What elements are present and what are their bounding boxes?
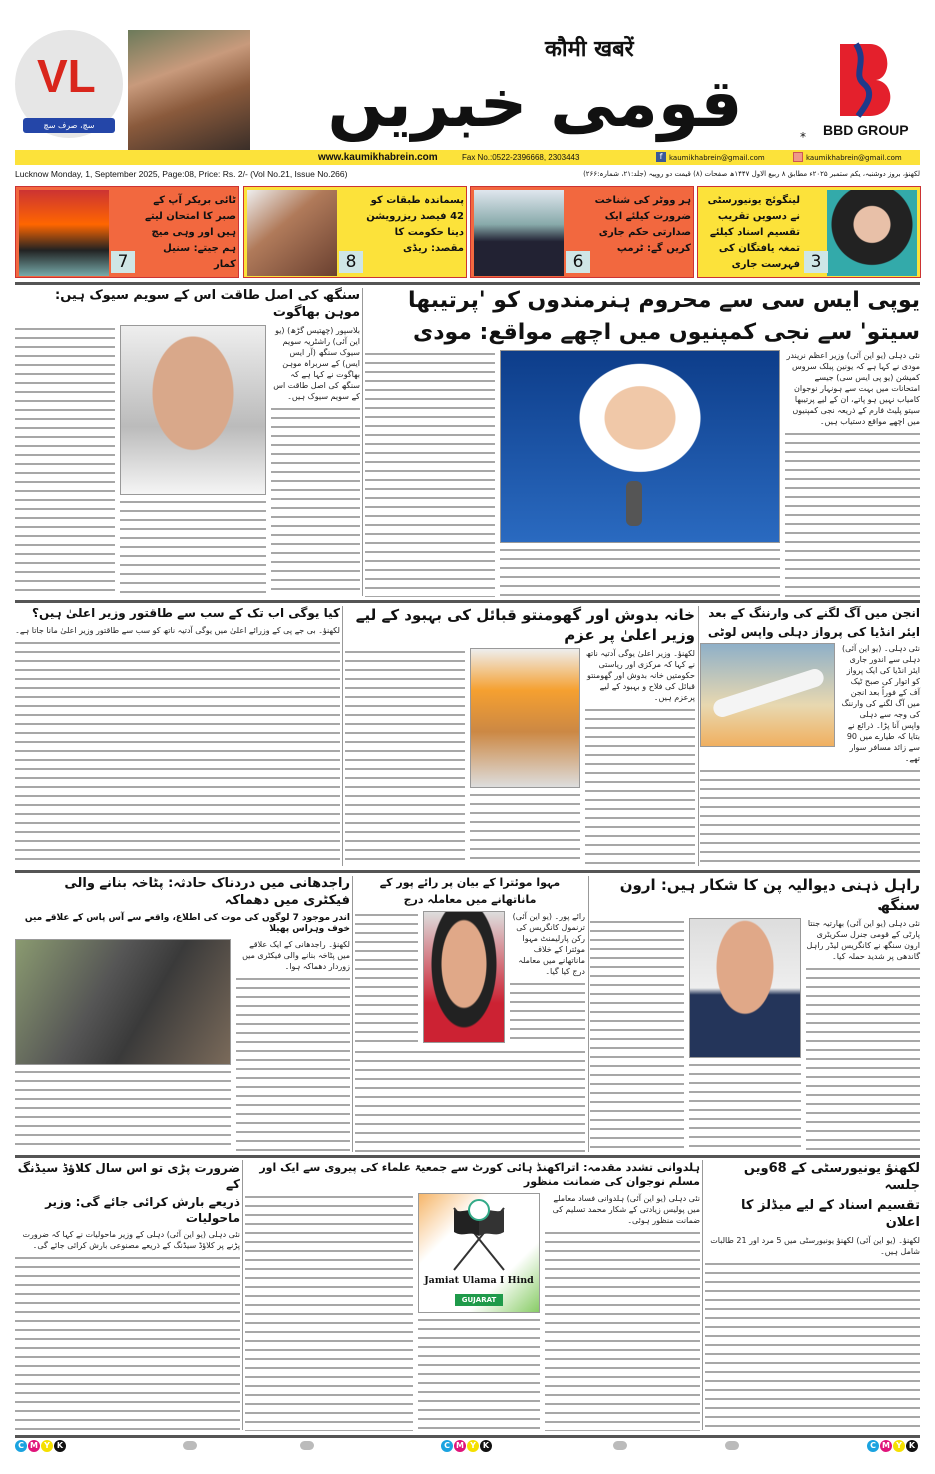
lu-lead: لکھنؤ۔ (یو این آئی) لکھنؤ یونیورسٹی میں 5 مرد اور 21 طالبات شامل ہیں۔ (710, 1235, 920, 1256)
rss-lead: بلاسپور (چھتیس گڑھ) (یو این آئی) راشٹریہ سویم سیوک سنگھ (آر ایس ایس) کے سربراہ موہن بھاگوت نے کہا ہے کہ سنگھ کی اصل طاقت اس کے سویم سیوک ہیں۔ (273, 325, 360, 401)
air-india-lead: نئی دہلی۔ (یو این آئی) دہلی سے اندور جاری ایئر انڈیا کی ایک پرواز کو اتوار کی صبح ٹیک آف کے فوراً بعد انجن میں آگ لگنے کی وارننگ کی وجہ سے دہلی واپس آنا پڑا۔ ذرائع نے بتایا کہ طیارے میں 90 سے زائد مسافر سوار تھے۔ (841, 644, 920, 764)
haldwani-story (245, 1161, 700, 1431)
plane-icon (711, 667, 826, 720)
teaser-text: لینگوئج یونیورسٹی نے دسویں تقریب تقسیم اسناد کیلئے تمغہ یافتگان کی فہرست جاری (707, 195, 800, 270)
left-logo (15, 30, 123, 138)
cmyk-mark: C M Y K (15, 1440, 66, 1452)
rss-story (15, 288, 360, 596)
masthead-hindi-title: कौमी खबरें (545, 37, 634, 62)
nomadic-body-text (470, 791, 580, 866)
main-body-text (785, 430, 920, 597)
yogi-headline: کیا یوگی اب تک کے سب سے طاقتور وزیر اعلیٰ ہیں؟ (32, 606, 340, 620)
nomadic-body-text (585, 706, 695, 866)
main-story (365, 287, 920, 597)
rahul-body-text (689, 1061, 801, 1152)
teaser-page-number: 8 (339, 251, 363, 273)
factory-blast-photo (15, 939, 231, 1065)
mahua-headline-2: ماناتھانے میں معاملہ درج (403, 893, 537, 907)
microphone-icon (626, 481, 642, 526)
divider (15, 282, 920, 285)
rahul-headline: راہل ذہنی دیوالیہ پن کا شکار ہیں: ارون سنگھ (619, 876, 920, 914)
rss-body-text (15, 325, 115, 596)
factory-subhead: اندر موجود 7 لوگوں کی موت کی اطلاع، واقعے سے آس پاس کے علاقے میں خوف وہراس پھیلا (24, 912, 350, 935)
haldwani-lead: نئی دہلی (یو این آئی) ہلدوانی فساد معاملے میں پولیس زیادتی کے شکار محمد تسلیم کی ضمانت منظور ہوئی۔ (552, 1193, 700, 1225)
nomadic-story (345, 606, 695, 866)
lu-headline-2: تقسیم اسناد کے لیے میڈلز کا اعلان (741, 1197, 920, 1230)
yogi-lead: لکھنؤ۔ بی جے پی کے وزرائے اعلیٰ میں یوگی آدتیہ ناتھ کو سب سے طاقتور وزیر اعلیٰ مانا جاتا ہے۔ (15, 625, 340, 635)
cloud-headline-2: ذریعے بارش کرائی جائے گی: وزیر ماحولیات (45, 1195, 240, 1225)
teaser-page-7[interactable] (15, 186, 239, 278)
haldwani-headline: ہلدوانی تشدد مقدمہ: اتراکھنڈ ہائی کورٹ سے جمعیۃ علماء کی پیروی سے ایک اور مسلم نوجوان کی ضمانت منظور (259, 1161, 700, 1189)
divider (15, 1155, 920, 1158)
cloud-headline-1: ضرورت پڑی تو اس سال کلاؤڈ سیڈنگ کے (17, 1161, 240, 1191)
email-address[interactable]: kaumikhabrein@gmail.com (806, 154, 902, 162)
rahul-story (590, 876, 920, 1152)
masthead-title: قومی خبریں (327, 65, 743, 142)
teaser-page-number: 7 (111, 251, 135, 273)
trump-photo (474, 190, 564, 276)
facebook-icon: f (656, 152, 666, 162)
lu-body-text (705, 1260, 920, 1431)
factory-lead: لکھنؤ۔ راجدھانی کے ایک علاقے میں پٹاخہ بنانے والی فیکٹری میں زوردار دھماکہ ہوا۔ (242, 940, 350, 972)
nomadic-lead: لکھنؤ۔ وزیر اعلیٰ یوگی آدتیہ ناتھ نے کہا کہ مرکزی اور ریاستی حکومتیں خانہ بدوش اور گھومنتو قبائل کی فلاح و بہبود کے لیے پرعزم ہیں۔ (585, 649, 695, 702)
vl-logo-mark: VL (37, 50, 96, 102)
yogi-body-text (15, 639, 340, 866)
jamiat-logo (418, 1193, 540, 1313)
haldwani-body-text (545, 1229, 700, 1431)
main-headline-line-1: یوپی ایس سی سے محروم ہنرمندوں کو 'پرتیبھا (407, 288, 920, 313)
teaser-page-8[interactable] (243, 186, 467, 278)
reddy-photo (247, 190, 337, 276)
crossed-flags-icon (434, 1198, 524, 1273)
rss-body-text (120, 498, 266, 596)
factory-body-text (15, 1068, 231, 1152)
lu-story (705, 1161, 920, 1431)
mahua-body-text (355, 911, 418, 1045)
facebook-handle[interactable]: kaumikhabrein@gmail.com (669, 154, 765, 162)
email-icon (793, 152, 803, 162)
air-india-plane-photo (700, 643, 835, 747)
cloud-lead: نئی دہلی (یو این آئی) دہلی کے وزیر ماحولیات نے کہا کہ ضرورت پڑنے پر کلاؤڈ سیڈنگ کے ذریعے مصنوعی بارش کرائی جائے گی۔ (22, 1230, 240, 1251)
main-body-text (500, 546, 780, 597)
registration-mark (613, 1441, 627, 1450)
urdu-dateline: لکھنؤ، بروز دوشنبہ، یکم ستمبر ۲۰۲۵ء مطابق ۸ ربیع الاول ۱۴۴۷ھ صفحات (۸) قیمت دو روپیہ (جلد:۲۱، شمارہ:۲۶۶) (583, 170, 920, 178)
rss-headline: سنگھ کی اصل طاقت اس کے سویم سیوک ہیں: موہن بھاگوت (55, 288, 360, 320)
masthead-asterisk: * (800, 130, 806, 144)
bhagwat-photo (120, 325, 266, 495)
kabaddi-player-photo (19, 190, 109, 276)
english-dateline: Lucknow Monday, 1, September 2025, Page:08, Price: Rs. 2/- (Vol No.21, Issue No.266) (15, 169, 348, 179)
rahul-body-text (806, 965, 920, 1152)
mahua-moitra-photo (423, 911, 505, 1043)
teaser-page-number: 3 (804, 251, 828, 273)
nomadic-headline: خانہ بدوش اور گھومنتو قبائل کی بہبود کے لیے وزیر اعلیٰ پر عزم (355, 606, 695, 644)
mahua-body-text (355, 1048, 585, 1152)
rahul-lead: نئی دہلی (یو این آئی) بھارتیہ جنتا پارٹی کے قومی جنرل سکریٹری ارون سنگھ نے کانگریس لیڈر راہل گاندھی پر شدید حملہ کیا۔ (806, 919, 920, 961)
haldwani-body-text (418, 1316, 540, 1431)
modi-photo (500, 350, 780, 543)
arun-singh-photo (689, 918, 801, 1058)
registration-mark (300, 1441, 314, 1450)
jamiat-logo-badge: GUJARAT (455, 1294, 503, 1306)
teaser-page-number: 6 (566, 251, 590, 273)
rahul-body-text (590, 918, 684, 1152)
air-india-headline-1: انجن میں آگ لگنے کی وارننگ کے بعد (708, 606, 920, 620)
air-india-body-text (700, 767, 920, 866)
mahua-lead: رائے پور۔ (یو این آئی) ترنمول کانگریس کی رکن پارلیمنٹ مہوا موئترا کے خلاف ماناتھانے میں معاملہ درج کیا گیا۔ (512, 911, 585, 976)
nomadic-body-text (345, 648, 465, 866)
air-india-headline-2: ایئر انڈیا کی پرواز دہلی واپس لوٹی (707, 624, 920, 639)
haldwani-body-text (245, 1193, 413, 1431)
logo-tagline: سچ، صرف سچ (23, 118, 115, 133)
student-photo (827, 190, 917, 276)
cloud-body-text (15, 1254, 240, 1431)
mahua-headline-1: مہوا موئترا کے بیان پر رائے پور کے (379, 876, 561, 889)
main-headline-line-2: سیتو' سے نجی کمپنیوں میں اچھے مواقع: مودی (413, 319, 920, 345)
jamiat-logo-text: Jamiat Ulama I Hind (424, 1274, 534, 1286)
rss-body-text (271, 405, 360, 596)
factory-headline: راجدھانی میں دردناک حادثہ: پٹاخہ بنانے والی فیکٹری میں دھماکہ (64, 876, 350, 908)
main-body-text (365, 350, 495, 597)
teaser-page-6[interactable] (470, 186, 694, 278)
bbd-group-label: BBD GROUP (823, 122, 909, 138)
teaser-text: ہر ووٹر کی شناخت ضرورت کیلئے ایک صدارتی حکم جاری کریں گے: ٹرمپ (594, 195, 691, 254)
divider (15, 600, 920, 603)
divider (15, 870, 920, 873)
mahua-story (355, 876, 585, 1152)
teaser-text: ٹائی بریکر آپ کے صبر کا امتحان لیتے ہیں اور وہی میچ ہم جیتے: سنیل کمار (145, 195, 236, 270)
website-link[interactable]: www.kaumikhabrein.com (318, 152, 438, 163)
yogi-story (15, 606, 340, 866)
mahua-body-text (510, 980, 585, 1045)
cmyk-mark: C M Y K (441, 1440, 492, 1452)
factory-body-text (236, 975, 350, 1152)
factory-story (15, 876, 350, 1152)
teaser-page-3[interactable] (697, 186, 921, 278)
bbd-logo-icon (838, 42, 910, 118)
cmyk-mark: C M Y K (867, 1440, 918, 1452)
fax-number: Fax No.:0522-2396668, 2303443 (462, 153, 580, 162)
main-lead: نئی دہلی (یو این آئی) وزیر اعظم نریندر مودی نے کہا ہے کہ یونین پبلک سروس کمیشن (یو پی ایس سی) جیسے امتحانات میں بہت سے ہونہار نوجوان کامیاب نہیں ہو پاتے، ان کے لیے پرتیبھا سیتو پلیٹ فارم کے ذریعہ نجی کمپنیوں میں اچھے مواقع دستیاب ہیں۔ (786, 351, 920, 427)
registration-mark (183, 1441, 197, 1450)
lu-headline-1: لکھنؤ یونیورسٹی کے 68ویں جلسہ (743, 1161, 920, 1193)
air-india-story (700, 606, 920, 866)
divider (15, 1435, 920, 1438)
teaser-text: پسماندہ طبقات کو 42 فیصد ریزرویشن دینا حکومت کا مقصد: ریڈی (366, 195, 464, 254)
cm-event-photo (470, 648, 580, 788)
actress-photo (128, 30, 250, 150)
registration-mark (725, 1441, 739, 1450)
cloud-story (15, 1161, 240, 1431)
